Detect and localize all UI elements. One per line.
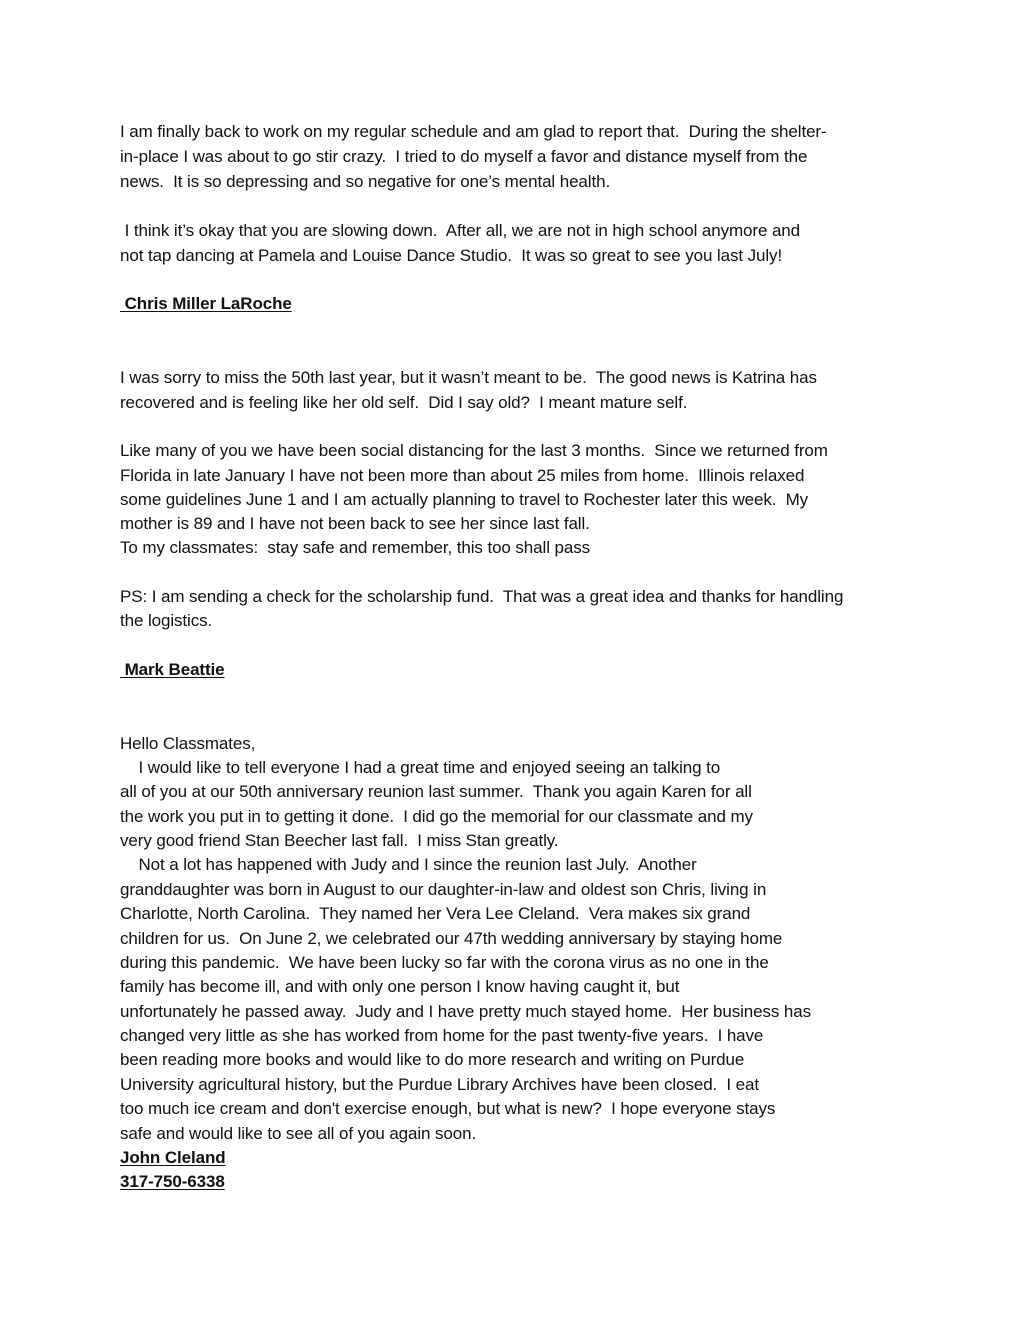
letter3-line-8: Charlotte, North Carolina. They named her Vera Lee Cleland. Vera makes six grand <box>120 904 751 923</box>
letter3-line-16: too much ice cream and don't exercise enough, but what is new? I hope everyone stays <box>120 1099 776 1118</box>
letter1-para2-line-2: not tap dancing at Pamela and Louise Dance Studio. It was so great to see you last July! <box>120 246 783 265</box>
letter3-line-4: the work you put in to getting it done. I did go the memorial for our classmate and my <box>120 807 753 826</box>
letter3-signature-name: John Cleland <box>120 1148 226 1167</box>
letter2-para2-line-2: Florida in late January I have not been more than about 25 miles from home. Illinois relaxed <box>120 466 805 485</box>
letter3-line-11: family has become ill, and with only one person I know having caught it, but <box>120 977 680 996</box>
letter1-signature: Chris Miller LaRoche <box>120 294 292 313</box>
letter2-signature: Mark Beattie <box>120 660 225 679</box>
letter3-line-14: been reading more books and would like to do more research and writing on Purdue <box>120 1050 745 1069</box>
letter1-para1-line-2: in-place I was about to go stir crazy. I tried to do myself a favor and distance myself from the <box>120 147 808 166</box>
letter1-para1-line-1: I am finally back to work on my regular schedule and am glad to report that. During the shelter- <box>120 122 827 141</box>
letter3-line-2: I would like to tell everyone I had a great time and enjoyed seeing an talking to <box>120 758 721 777</box>
letter3-line-1: Hello Classmates, <box>120 734 256 753</box>
letter3-line-12: unfortunately he passed away. Judy and I have pretty much stayed home. Her business has <box>120 1002 812 1021</box>
letter2-para3-line-1: PS: I am sending a check for the scholarship fund. That was a great idea and thanks for handling <box>120 587 844 606</box>
letter2-para2-line-4: mother is 89 and I have not been back to see her since last fall. <box>120 514 590 533</box>
letter3-line-13: changed very little as she has worked from home for the past twenty-five years. I have <box>120 1026 764 1045</box>
letter3-line-17: safe and would like to see all of you again soon. <box>120 1124 477 1143</box>
letter3-line-15: University agricultural history, but the Purdue Library Archives have been closed. I eat <box>120 1075 760 1094</box>
letter2-para1-line-1: I was sorry to miss the 50th last year, but it wasn’t meant to be. The good news is Katrina has <box>120 368 817 387</box>
letter3-line-6: Not a lot has happened with Judy and I since the reunion last July. Another <box>120 855 697 874</box>
letter3-signature-phone: 317-750-6338 <box>120 1172 225 1191</box>
letter2-para2-line-3: some guidelines June 1 and I am actually planning to travel to Rochester later this week. My <box>120 490 809 509</box>
letter2-para3-line-2: the logistics. <box>120 611 213 630</box>
letter2-para2-line-1: Like many of you we have been social distancing for the last 3 months. Since we returned from <box>120 441 828 460</box>
letter1-para2-line-1: I think it’s okay that you are slowing down. After all, we are not in high school anymore and <box>120 221 801 240</box>
letter3-line-9: children for us. On June 2, we celebrated our 47th wedding anniversary by staying home <box>120 929 783 948</box>
letter1-para1-line-3: news. It is so depressing and so negative for one’s mental health. <box>120 172 611 191</box>
letter3-line-3: all of you at our 50th anniversary reunion last summer. Thank you again Karen for all <box>120 782 752 801</box>
letter2-para2-line-5: To my classmates: stay safe and remember, this too shall pass <box>120 538 590 557</box>
letter3-line-5: very good friend Stan Beecher last fall. I miss Stan greatly. <box>120 831 559 850</box>
letter2-para1-line-2: recovered and is feeling like her old self. Did I say old? I meant mature self. <box>120 393 688 412</box>
letter3-line-10: during this pandemic. We have been lucky so far with the corona virus as no one in the <box>120 953 769 972</box>
letter3-line-7: granddaughter was born in August to our daughter-in-law and oldest son Chris, living in <box>120 880 767 899</box>
